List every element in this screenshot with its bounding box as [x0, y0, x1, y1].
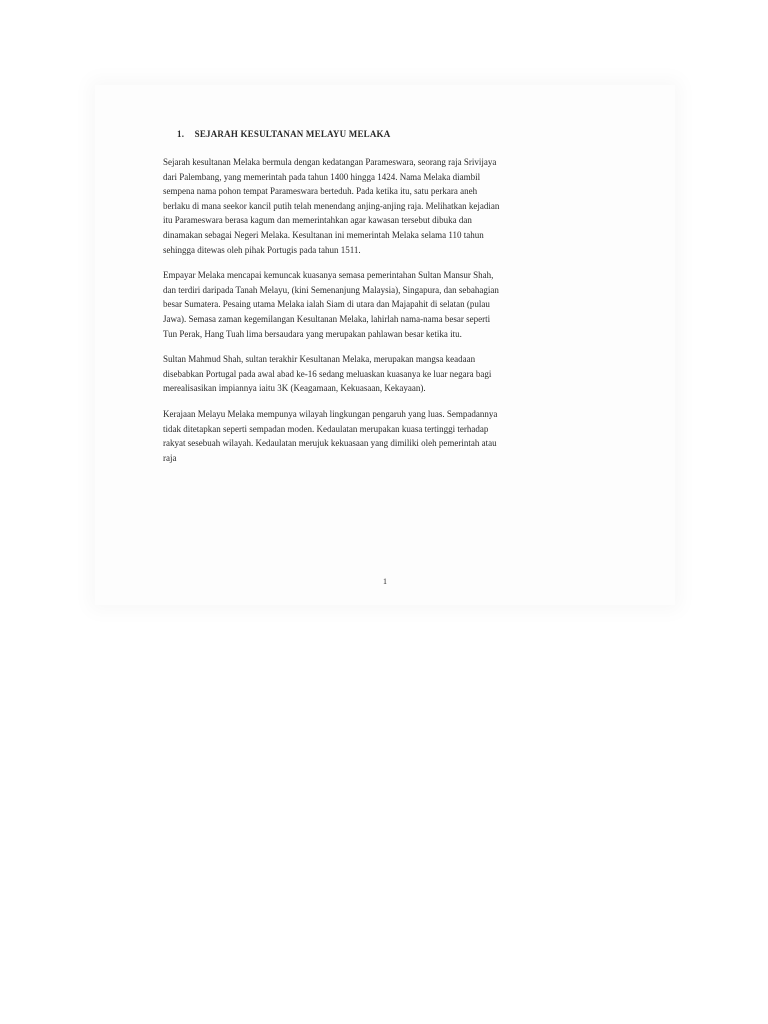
paragraph-line: raja: [163, 452, 177, 463]
section-title: SEJARAH KESULTANAN MELAYU MELAKA: [194, 129, 391, 139]
section-heading: [177, 129, 603, 139]
document-page: [95, 85, 675, 605]
paragraph-line: sempena nama pohon tempat Parameswara berteduh. Pada ketika itu, satu perkara aneh: [163, 186, 478, 197]
paragraph: [163, 407, 603, 465]
paragraph-line: rakyat sesebuah wilayah. Kedaulatan merujuk kekuasaan yang dimiliki oleh pemerintah atau: [163, 438, 497, 449]
paragraph-line: Jawa). Semasa zaman kegemilangan Kesultanan Melaka, lahirlah nama-nama besar seperti: [163, 313, 491, 324]
page-number: 1: [383, 577, 387, 586]
paragraph-line: Empayar Melaka mencapai kemuncak kuasanya semasa pemerintahan Sultan Mansur Shah,: [163, 270, 494, 281]
paragraph-line: Sultan Mahmud Shah, sultan terakhir Kesultanan Melaka, merupakan mangsa keadaan: [163, 354, 476, 365]
paragraph-line: disebabkan Portugal pada awal abad ke-16 sedang meluaskan kuasanya ke luar negara bagi: [163, 368, 492, 379]
paragraph: [163, 352, 603, 396]
paragraph-line: Kerajaan Melayu Melaka mempunya wilayah lingkungan pengaruh yang luas. Sempadannya: [163, 408, 498, 419]
section-number: 1.: [177, 129, 185, 139]
paragraph-line: dinamakan sebagai Negeri Melaka. Kesultanan ini memerintah Melaka selama 110 tahun: [163, 229, 484, 240]
paragraph-line: Tun Perak, Hang Tuah lima bersaudara yang merupakan pahlawan besar ketika itu.: [163, 328, 462, 339]
paragraph-line: sehingga ditewas oleh pihak Portugis pada tahun 1511.: [163, 244, 361, 255]
paragraph-line: dari Palembang, yang memerintah pada tahun 1400 hingga 1424. Nama Melaka diambil: [163, 171, 481, 182]
paragraph-line: berlaku di mana seekor kancil putih telah menendang anjing-anjing raja. Melihatkan kejadian: [163, 200, 500, 211]
paragraph-line: tidak ditetapkan seperti sempadan moden. Kedaulatan merupakan kuasa tertinggi terhadap: [163, 423, 489, 434]
paragraph: [163, 268, 603, 341]
paragraph-line: itu Parameswara berasa kagum dan memerintahkan agar kawasan tersebut dibuka dan: [163, 215, 472, 226]
page-content: [163, 129, 603, 476]
paragraphs: [163, 155, 603, 465]
paragraph-line: dan terdiri daripada Tanah Melayu, (kini Semenanjung Malaysia), Singapura, dan sebahagian: [163, 284, 499, 295]
paragraph-line: merealisasikan impiannya iaitu 3K (Keagamaan, Kekuasaan, Kekayaan).: [163, 383, 426, 394]
paragraph: [163, 155, 603, 257]
paragraph-line: Sejarah kesultanan Melaka bermula dengan kedatangan Parameswara, seorang raja Srivijaya: [163, 157, 497, 167]
paragraph-line: besar Sumatera. Pesaing utama Melaka ialah Siam di utara dan Majapahit di selatan (pulau: [163, 299, 490, 310]
